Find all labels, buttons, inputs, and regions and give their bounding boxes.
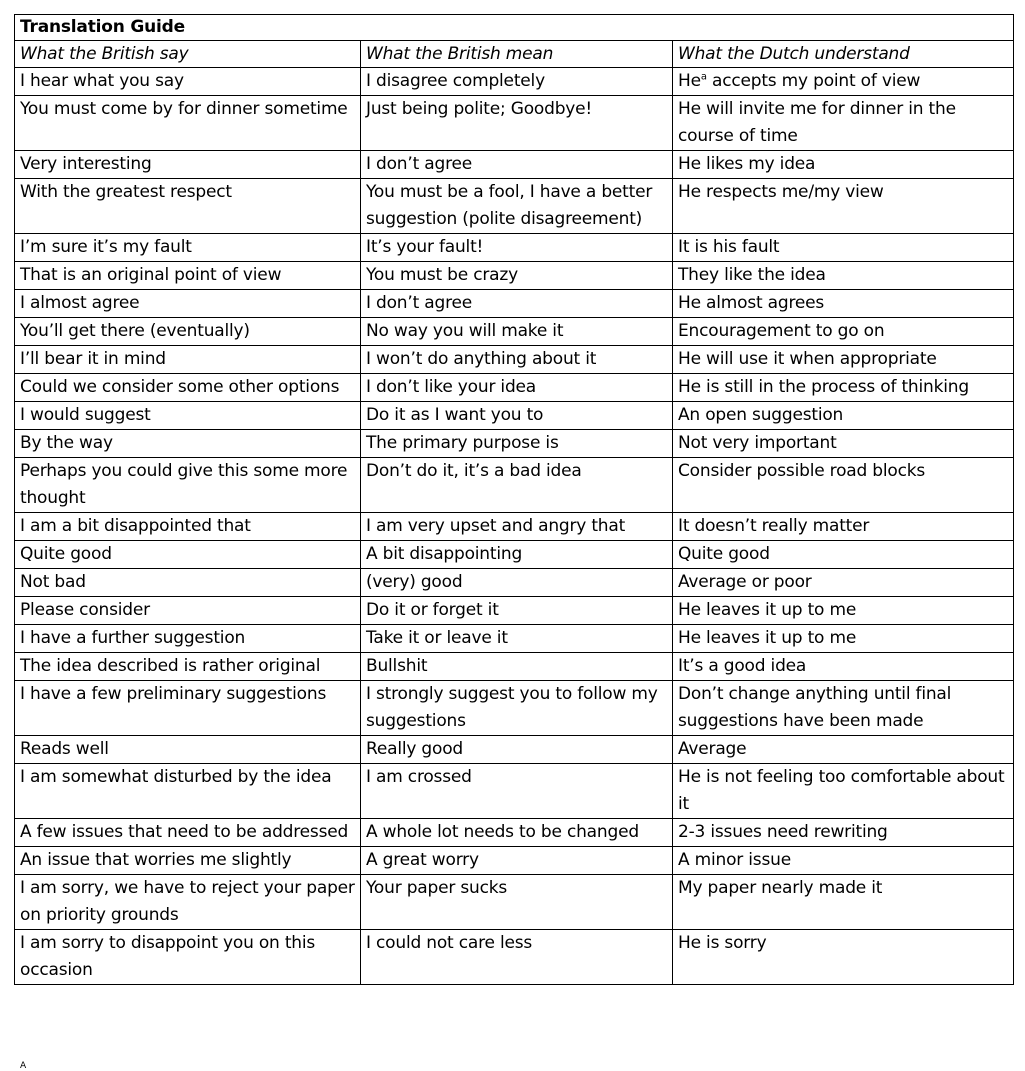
british-mean-cell: Do it as I want you to	[361, 402, 673, 430]
table-row	[15, 681, 1014, 736]
table-row	[15, 653, 1014, 681]
british-say-cell: An issue that worries me slightly	[15, 847, 361, 875]
british-mean-cell: I could not care less	[361, 930, 673, 985]
british-say-cell: Perhaps you could give this some more thought	[15, 458, 361, 513]
british-mean-cell: Take it or leave it	[361, 625, 673, 653]
footnote-superscript: a	[700, 71, 707, 83]
british-say-cell: By the way	[15, 430, 361, 458]
british-mean-cell: Really good	[361, 736, 673, 764]
table-row	[15, 736, 1014, 764]
dutch-understand-cell: A minor issue	[673, 847, 1014, 875]
dutch-understand-cell: It doesn’t really matter	[673, 513, 1014, 541]
table-row	[15, 847, 1014, 875]
dutch-understand-cell: He almost agrees	[673, 290, 1014, 318]
british-say-cell: I’m sure it’s my fault	[15, 234, 361, 262]
footnote-mark: A	[20, 1061, 27, 1071]
british-mean-cell: No way you will make it	[361, 318, 673, 346]
table-row	[15, 318, 1014, 346]
british-mean-cell: I don’t agree	[361, 151, 673, 179]
british-say-cell: Very interesting	[15, 151, 361, 179]
column-header-british-say: What the British say	[15, 41, 361, 68]
british-mean-cell: I don’t like your idea	[361, 374, 673, 402]
table-row	[15, 151, 1014, 179]
table-row	[15, 569, 1014, 597]
british-mean-cell: I am crossed	[361, 764, 673, 819]
table-row	[15, 764, 1014, 819]
cell-text: accepts my point of view	[706, 71, 921, 91]
dutch-understand-cell: Don’t change anything until final suggestions have been made	[673, 681, 1014, 736]
dutch-understand-cell	[673, 68, 1014, 96]
british-mean-cell: Bullshit	[361, 653, 673, 681]
cell-text: He	[678, 71, 701, 91]
british-say-cell: I am a bit disappointed that	[15, 513, 361, 541]
table-row	[15, 179, 1014, 234]
table-row	[15, 402, 1014, 430]
british-mean-cell: I strongly suggest you to follow my suggestions	[361, 681, 673, 736]
british-say-cell: Quite good	[15, 541, 361, 569]
dutch-understand-cell: Quite good	[673, 541, 1014, 569]
dutch-understand-cell: He likes my idea	[673, 151, 1014, 179]
british-mean-cell: A great worry	[361, 847, 673, 875]
british-say-cell: I am somewhat disturbed by the idea	[15, 764, 361, 819]
table-row	[15, 930, 1014, 985]
british-say-cell: That is an original point of view	[15, 262, 361, 290]
british-mean-cell: Your paper sucks	[361, 875, 673, 930]
table-row	[15, 458, 1014, 513]
british-say-cell: Could we consider some other options	[15, 374, 361, 402]
british-say-cell: I’ll bear it in mind	[15, 346, 361, 374]
table-row	[15, 513, 1014, 541]
british-say-cell: I am sorry, we have to reject your paper on priority grounds	[15, 875, 361, 930]
british-mean-cell: A bit disappointing	[361, 541, 673, 569]
dutch-understand-cell: He is sorry	[673, 930, 1014, 985]
british-say-cell: A few issues that need to be addressed	[15, 819, 361, 847]
british-mean-cell: (very) good	[361, 569, 673, 597]
british-say-cell: I hear what you say	[15, 68, 361, 96]
table-row	[15, 290, 1014, 318]
british-mean-cell: I am very upset and angry that	[361, 513, 673, 541]
dutch-understand-cell: He will invite me for dinner in the course of time	[673, 96, 1014, 151]
british-mean-cell: Just being polite; Goodbye!	[361, 96, 673, 151]
table-row	[15, 234, 1014, 262]
british-mean-cell: I won’t do anything about it	[361, 346, 673, 374]
british-say-cell: I am sorry to disappoint you on this occasion	[15, 930, 361, 985]
dutch-understand-cell: Encouragement to go on	[673, 318, 1014, 346]
column-header-british-mean: What the British mean	[361, 41, 673, 68]
british-say-cell: Not bad	[15, 569, 361, 597]
table-row	[15, 346, 1014, 374]
header-row	[15, 41, 1014, 68]
title-row	[15, 15, 1014, 41]
british-mean-cell: It’s your fault!	[361, 234, 673, 262]
dutch-understand-cell: It’s a good idea	[673, 653, 1014, 681]
dutch-understand-cell: He is still in the process of thinking	[673, 374, 1014, 402]
table-row	[15, 96, 1014, 151]
dutch-understand-cell: He will use it when appropriate	[673, 346, 1014, 374]
british-mean-cell: You must be crazy	[361, 262, 673, 290]
table-row	[15, 875, 1014, 930]
table-title: Translation Guide	[15, 15, 1014, 41]
british-mean-cell: I don’t agree	[361, 290, 673, 318]
table-row	[15, 819, 1014, 847]
british-say-cell: I almost agree	[15, 290, 361, 318]
table-row	[15, 430, 1014, 458]
dutch-understand-cell: Consider possible road blocks	[673, 458, 1014, 513]
british-say-cell: I have a further suggestion	[15, 625, 361, 653]
british-say-cell: The idea described is rather original	[15, 653, 361, 681]
british-mean-cell: Don’t do it, it’s a bad idea	[361, 458, 673, 513]
british-mean-cell: Do it or forget it	[361, 597, 673, 625]
dutch-understand-cell: It is his fault	[673, 234, 1014, 262]
dutch-understand-cell: He leaves it up to me	[673, 597, 1014, 625]
dutch-understand-cell: Not very important	[673, 430, 1014, 458]
dutch-understand-cell: He is not feeling too comfortable about it	[673, 764, 1014, 819]
dutch-understand-cell: An open suggestion	[673, 402, 1014, 430]
table-row	[15, 597, 1014, 625]
british-mean-cell: I disagree completely	[361, 68, 673, 96]
dutch-understand-cell: 2-3 issues need rewriting	[673, 819, 1014, 847]
table-row	[15, 262, 1014, 290]
column-header-dutch-understand: What the Dutch understand	[673, 41, 1014, 68]
british-say-cell: I have a few preliminary suggestions	[15, 681, 361, 736]
dutch-understand-cell: Average	[673, 736, 1014, 764]
translation-guide-table	[14, 14, 1014, 985]
british-mean-cell: You must be a fool, I have a better suggestion (polite disagreement)	[361, 179, 673, 234]
british-say-cell: Please consider	[15, 597, 361, 625]
british-mean-cell: A whole lot needs to be changed	[361, 819, 673, 847]
table-row	[15, 68, 1014, 96]
british-say-cell: Reads well	[15, 736, 361, 764]
british-say-cell: You’ll get there (eventually)	[15, 318, 361, 346]
dutch-understand-cell: My paper nearly made it	[673, 875, 1014, 930]
table-row	[15, 541, 1014, 569]
british-say-cell: You must come by for dinner sometime	[15, 96, 361, 151]
table-row	[15, 625, 1014, 653]
table-body	[15, 68, 1014, 985]
british-say-cell: I would suggest	[15, 402, 361, 430]
dutch-understand-cell: Average or poor	[673, 569, 1014, 597]
british-mean-cell: The primary purpose is	[361, 430, 673, 458]
british-say-cell: With the greatest respect	[15, 179, 361, 234]
table-row	[15, 374, 1014, 402]
dutch-understand-cell: They like the idea	[673, 262, 1014, 290]
dutch-understand-cell: He leaves it up to me	[673, 625, 1014, 653]
dutch-understand-cell: He respects me/my view	[673, 179, 1014, 234]
